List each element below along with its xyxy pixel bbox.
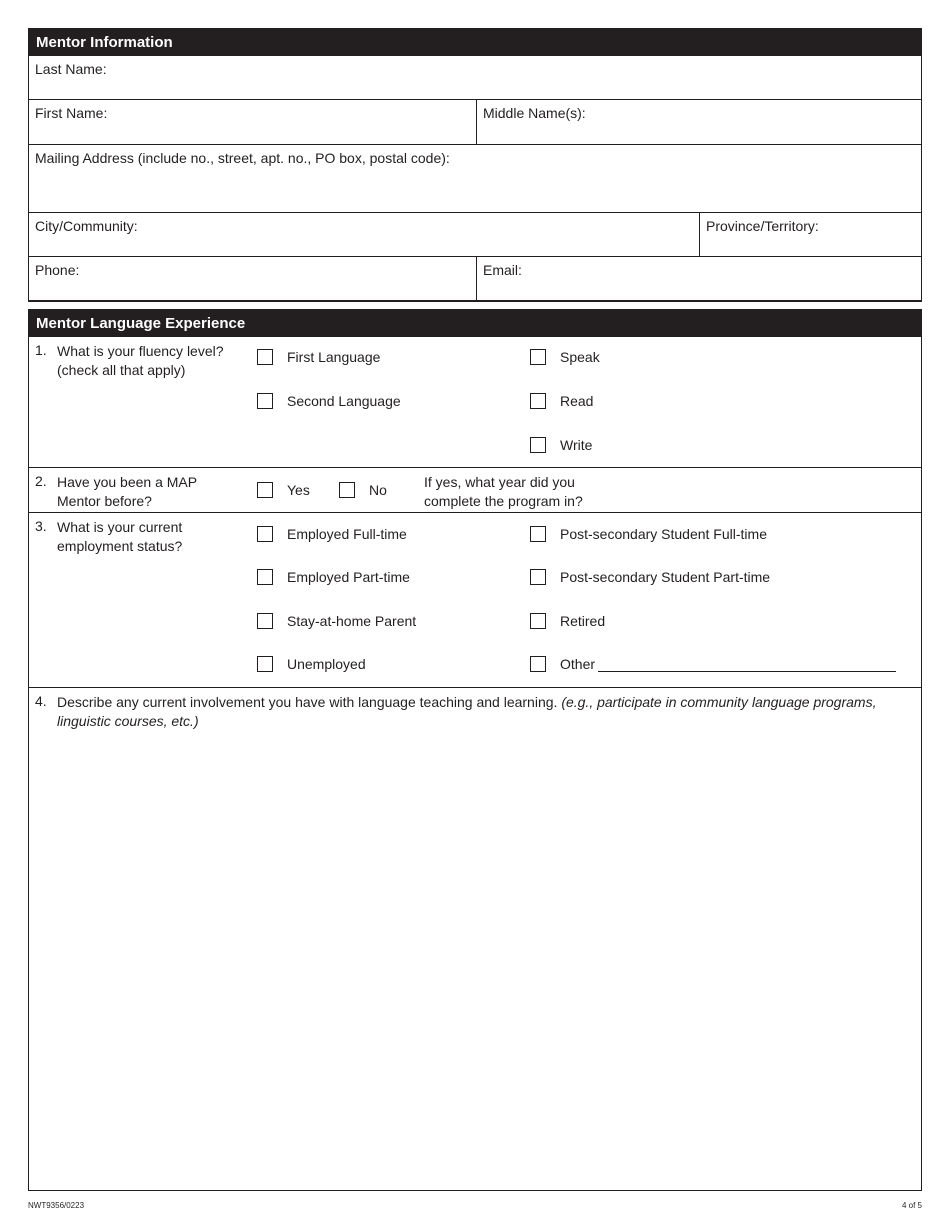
question-3-text	[57, 518, 182, 556]
city-label: City/Community:	[35, 218, 138, 234]
mailing-address-field[interactable]	[29, 145, 921, 212]
yes-checkbox[interactable]	[257, 482, 273, 498]
other-specify-input[interactable]	[598, 657, 896, 672]
option-employed-part-time[interactable]	[257, 569, 410, 585]
mailing-address-row	[28, 145, 922, 213]
question-4-text	[57, 693, 907, 731]
option-yes[interactable]	[257, 482, 310, 498]
option-write[interactable]	[530, 437, 592, 453]
option-student-part-time[interactable]	[530, 569, 770, 585]
option-unemployed[interactable]	[257, 656, 366, 672]
question-1-line2: (check all that apply)	[57, 362, 186, 378]
first-language-checkbox[interactable]	[257, 349, 273, 365]
other-checkbox[interactable]	[530, 656, 546, 672]
question-2-line2: Mentor before?	[57, 493, 152, 509]
province-field[interactable]	[699, 213, 921, 256]
phone-label: Phone:	[35, 262, 80, 278]
unemployed-checkbox[interactable]	[257, 656, 273, 672]
employed-part-time-checkbox[interactable]	[257, 569, 273, 585]
question-1-line1: What is your fluency level?	[57, 343, 224, 359]
read-label: Read	[560, 393, 594, 409]
employed-part-time-label: Employed Part-time	[287, 569, 410, 585]
email-label: Email:	[483, 262, 522, 278]
last-name-label: Last Name:	[35, 61, 107, 77]
unemployed-label: Unemployed	[287, 656, 366, 672]
form-code: NWT9356/0223	[28, 1201, 85, 1210]
middle-name-field[interactable]	[476, 100, 921, 144]
question-1-text	[57, 342, 224, 380]
option-no[interactable]	[339, 482, 387, 498]
question-3-employment	[28, 513, 922, 688]
option-first-language[interactable]	[257, 349, 380, 365]
city-field[interactable]	[29, 213, 699, 256]
city-province-row	[28, 213, 922, 257]
province-label: Province/Territory:	[706, 218, 819, 234]
other-label: Other	[560, 656, 596, 672]
question-2-line1: Have you been a MAP	[57, 474, 198, 490]
question-4-number: 4.	[35, 693, 47, 709]
middle-name-label: Middle Name(s):	[483, 105, 586, 121]
write-label: Write	[560, 437, 593, 453]
language-experience-header: Mentor Language Experience	[28, 309, 922, 337]
student-part-time-label: Post-secondary Student Part-time	[560, 569, 771, 585]
retired-checkbox[interactable]	[530, 613, 546, 629]
speak-checkbox[interactable]	[530, 349, 546, 365]
stay-at-home-parent-checkbox[interactable]	[257, 613, 273, 629]
speak-label: Speak	[560, 349, 600, 365]
first-name-field[interactable]	[29, 100, 476, 144]
write-checkbox[interactable]	[530, 437, 546, 453]
option-employed-full-time[interactable]	[257, 526, 407, 542]
option-retired[interactable]	[530, 613, 605, 629]
no-label: No	[369, 482, 387, 498]
question-3-line1: What is your current	[57, 519, 183, 535]
question-3-line2: employment status?	[57, 538, 183, 554]
option-speak[interactable]	[530, 349, 600, 365]
question-2-previous-mentor	[28, 468, 922, 513]
question-4-example-2: linguistic courses, etc.)	[57, 713, 199, 729]
second-language-checkbox[interactable]	[257, 393, 273, 409]
last-name-row	[28, 56, 922, 100]
mentor-information-header: Mentor Information	[28, 28, 922, 56]
yes-label: Yes	[287, 482, 310, 498]
stay-at-home-parent-label: Stay-at-home Parent	[287, 613, 417, 629]
name-row	[28, 100, 922, 145]
question-4-example-1: (e.g., participate in community language programs,	[561, 694, 877, 710]
option-read[interactable]	[530, 393, 593, 409]
program-year-line1: If yes, what year did you	[424, 474, 575, 490]
student-full-time-label: Post-secondary Student Full-time	[560, 526, 767, 542]
first-language-label: First Language	[287, 349, 381, 365]
option-second-language[interactable]	[257, 393, 401, 409]
no-checkbox[interactable]	[339, 482, 355, 498]
last-name-field[interactable]	[29, 56, 921, 99]
option-student-full-time[interactable]	[530, 526, 767, 542]
option-other[interactable]	[530, 656, 896, 672]
question-3-number: 3.	[35, 518, 47, 534]
phone-field[interactable]	[29, 257, 476, 300]
program-year-field[interactable]	[424, 473, 583, 511]
read-checkbox[interactable]	[530, 393, 546, 409]
second-language-label: Second Language	[287, 393, 401, 409]
section-gap	[28, 302, 922, 309]
program-year-line2: complete the program in?	[424, 493, 583, 509]
question-4-prompt: Describe any current involvement you have with language teaching and learning.	[57, 694, 558, 710]
question-4-involvement[interactable]	[28, 688, 922, 1191]
first-name-label: First Name:	[35, 105, 108, 121]
retired-label: Retired	[560, 613, 606, 629]
page-number: 4 of 5	[901, 1201, 922, 1210]
question-2-text	[57, 473, 197, 511]
question-1-number: 1.	[35, 342, 47, 358]
mailing-address-label: Mailing Address (include no., street, apt. no., PO box, postal code):	[35, 150, 450, 166]
student-part-time-checkbox[interactable]	[530, 569, 546, 585]
email-field[interactable]	[476, 257, 921, 300]
option-stay-at-home-parent[interactable]	[257, 613, 416, 629]
question-1-fluency	[28, 337, 922, 468]
question-2-number: 2.	[35, 473, 47, 489]
employed-full-time-label: Employed Full-time	[287, 526, 407, 542]
student-full-time-checkbox[interactable]	[530, 526, 546, 542]
mentor-application-form	[28, 28, 922, 1191]
employed-full-time-checkbox[interactable]	[257, 526, 273, 542]
phone-email-row	[28, 257, 922, 302]
